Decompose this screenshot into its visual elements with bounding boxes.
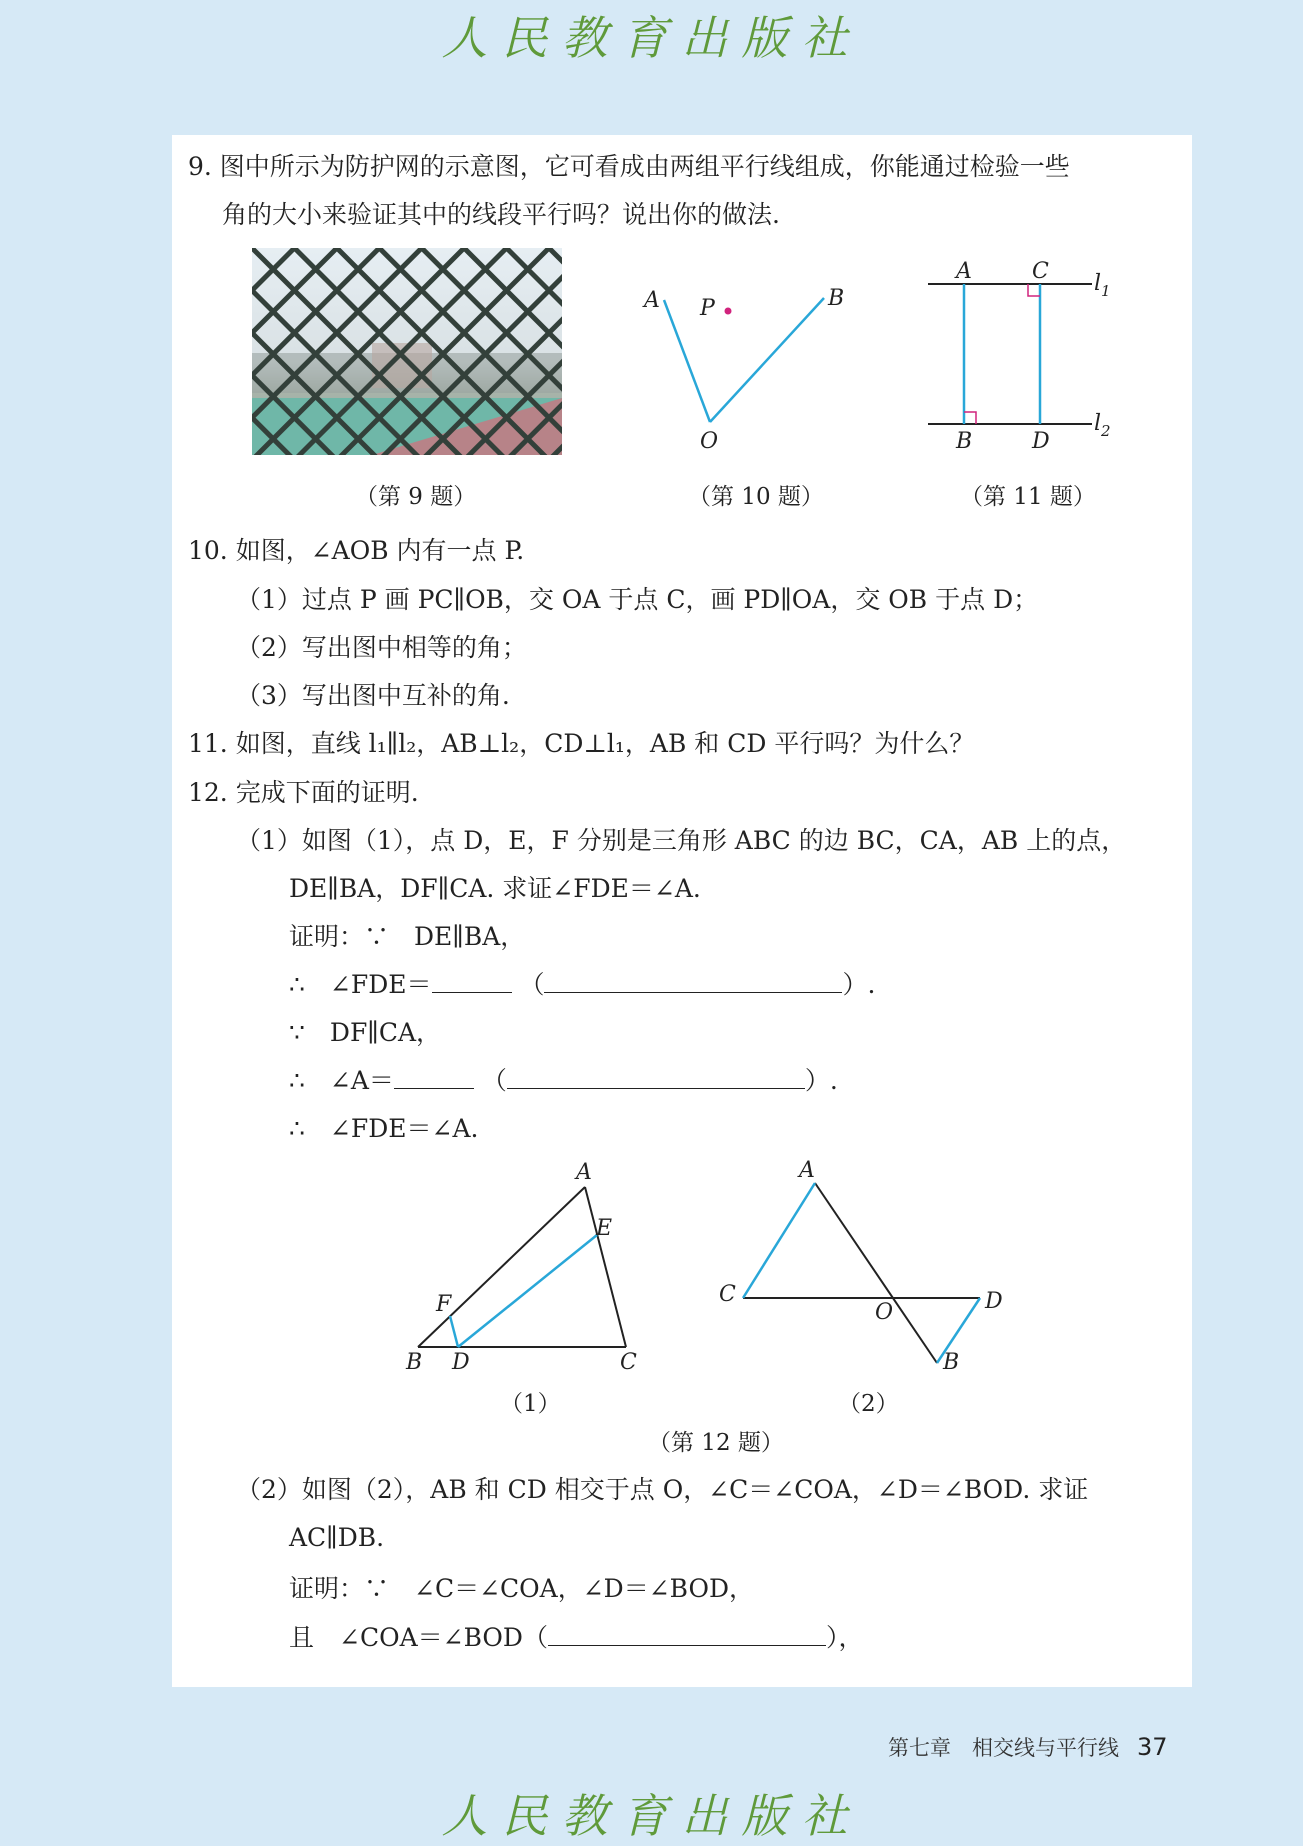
label-O: O	[700, 429, 719, 454]
label-l1: $l_1$	[1094, 271, 1111, 300]
label-A: A	[956, 259, 972, 284]
page-number: 37	[1137, 1733, 1168, 1761]
proof1-line2: ∴ ∠FDE＝ （ ）.	[289, 970, 876, 999]
caption-fig12-1: （1）	[500, 1391, 561, 1417]
q9-line1: 9. 图中所示为防护网的示意图，它可看成由两组平行线组成，你能通过检验一些	[188, 152, 1070, 181]
label-D: D	[985, 1289, 1003, 1314]
answer-blank-angle[interactable]	[432, 968, 512, 993]
caption-fig11: （第 11 题）	[960, 484, 1096, 510]
q12-part1-line1: （1）如图（1），点 D，E，F 分别是三角形 ABC 的边 BC，CA，AB 上的点，	[236, 826, 1127, 855]
label-O: O	[875, 1300, 894, 1325]
label-B: B	[406, 1350, 423, 1375]
q10-part3: （3）写出图中互补的角.	[236, 681, 510, 710]
q9-line2: 角的大小来验证其中的线段平行吗？说出你的做法.	[222, 200, 780, 229]
figure-12-2	[705, 1155, 1015, 1375]
q10-part2: （2）写出图中相等的角；	[236, 633, 527, 662]
chapter-title: 第七章 相交线与平行线	[888, 1736, 1119, 1760]
page-footer	[888, 1732, 1168, 1762]
proof1-line3: ∵ DF∥CA，	[289, 1018, 442, 1047]
answer-blank-angle[interactable]	[394, 1064, 474, 1089]
fence-photo	[252, 248, 562, 455]
proof2-line1: 证明：∵ ∠C＝∠COA，∠D＝∠BOD，	[289, 1574, 755, 1603]
label-P: P	[700, 296, 715, 321]
answer-blank-reason[interactable]	[544, 968, 842, 993]
label-B: B	[828, 286, 845, 311]
q12-stem: 12. 完成下面的证明.	[188, 778, 419, 807]
label-A: A	[799, 1158, 815, 1183]
q10-stem: 10. 如图，∠AOB 内有一点 P.	[188, 536, 525, 565]
publisher-watermark-top: 人民教育出版社	[441, 11, 862, 65]
caption-fig10: （第 10 题）	[688, 484, 824, 510]
label-E: E	[596, 1216, 613, 1241]
label-A: A	[576, 1160, 592, 1185]
publisher-watermark-bottom: 人民教育出版社	[441, 1789, 862, 1843]
figure-12-1	[400, 1155, 660, 1375]
label-A: A	[644, 288, 660, 313]
label-B: B	[943, 1350, 960, 1375]
label-C: C	[1032, 259, 1049, 284]
answer-blank-reason[interactable]	[548, 1621, 826, 1646]
q12-part2-line2: AC∥DB.	[289, 1523, 385, 1552]
proof1-line1: 证明：∵ DE∥BA，	[289, 922, 526, 951]
proof1-line5: ∴ ∠FDE＝∠A.	[289, 1114, 479, 1143]
caption-fig12-2: （2）	[838, 1391, 899, 1417]
caption-fig12: （第 12 题）	[648, 1430, 784, 1456]
answer-blank-reason[interactable]	[507, 1064, 805, 1089]
label-D: D	[1032, 429, 1050, 454]
label-l2: $l_2$	[1094, 411, 1111, 440]
q11-stem: 11. 如图，直线 l₁∥l₂，AB⊥l₂，CD⊥l₁，AB 和 CD 平行吗？为什么？	[188, 729, 975, 758]
label-C: C	[620, 1350, 637, 1375]
figure-11	[920, 258, 1120, 458]
label-C: C	[719, 1282, 736, 1307]
q12-part2-line1: （2）如图（2），AB 和 CD 相交于点 O，∠C＝∠COA，∠D＝∠BOD. 求证	[236, 1475, 1089, 1504]
q10-part1: （1）过点 P 画 PC∥OB，交 OA 于点 C，画 PD∥OA，交 OB 于点 D；	[236, 585, 1039, 614]
label-D: D	[452, 1350, 470, 1375]
label-F: F	[436, 1292, 452, 1317]
q12-part1-line2: DE∥BA，DF∥CA. 求证∠FDE＝∠A.	[289, 874, 701, 903]
caption-fig9: （第 9 题）	[355, 484, 477, 510]
proof1-line4: ∴ ∠A＝ （ ）.	[289, 1066, 838, 1095]
proof2-line2: 且 ∠COA＝∠BOD（ ），	[289, 1623, 864, 1652]
figure-10	[630, 280, 850, 460]
label-B: B	[956, 429, 973, 454]
